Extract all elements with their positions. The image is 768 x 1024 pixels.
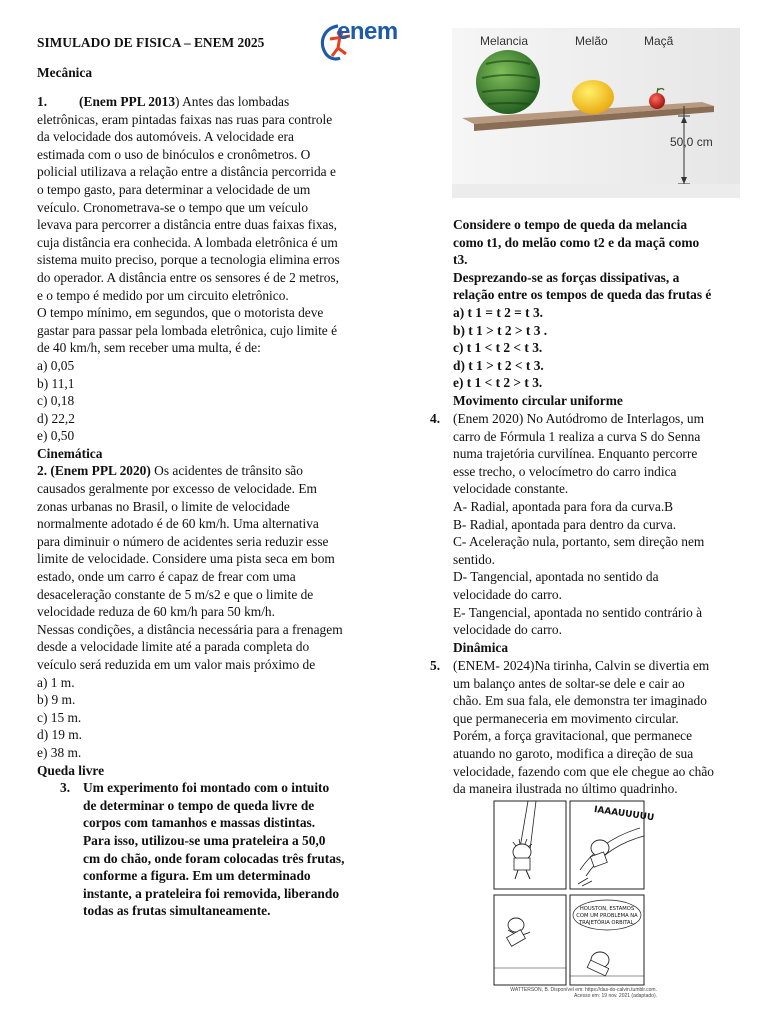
q1-option-b: b) 11,1 — [37, 375, 75, 391]
q1-line: ) Antes das lombadas — [175, 94, 290, 109]
q4-option-c: C- Aceleração nula, portanto, sem direção nem — [453, 534, 705, 550]
q4-option-e: E- Tangencial, apontada no sentido contrário à — [453, 604, 703, 620]
q3-option-e: e) t 1 < t 2 > t 3. — [453, 375, 543, 391]
q3-line: conforme a figura. Em um determinado — [83, 868, 311, 884]
q5-number: 5. — [430, 658, 441, 673]
label-maca: Maçã — [644, 34, 674, 48]
question-3 — [37, 779, 363, 920]
section-dinamica: Dinâmica — [453, 639, 509, 655]
q4-option-b: B- Radial, apontada para dentro da curva. — [453, 516, 677, 532]
q3-option-c: c) t 1 < t 2 < t 3. — [453, 340, 543, 356]
q1-option-a: a) 0,05 — [37, 357, 75, 373]
q2-line: para diminuir o número de acidentes seria reduzir esse — [37, 533, 329, 549]
q1-option-c: c) 0,18 — [37, 393, 75, 409]
q5-line: que permaneceria em movimento circular. — [453, 710, 679, 726]
section-mcu: Movimento circular uniforme — [453, 392, 623, 408]
section-queda-livre: Queda livre — [37, 762, 105, 778]
q5-line: atuando no garoto, modifica a direção de sua — [453, 745, 694, 761]
label-melancia: Melancia — [480, 34, 529, 48]
q5-line: chão. Em sua fala, ele demonstra ter imaginado — [453, 693, 707, 709]
q1-line: e o tempo é medido por um circuito eletrônico. — [37, 287, 289, 303]
q3-line: Para isso, utilizou-se uma prateleira a 50,0 — [83, 832, 326, 848]
q2-option-e: e) 38 m. — [37, 744, 82, 760]
q4-option-d-cont: velocidade do carro. — [453, 586, 562, 602]
comic-balloon-line: TRAJETÓRIA ORBITAL. — [578, 920, 636, 926]
q1-line: gastar para passar pela lombada eletrônica, cujo limite é — [37, 322, 338, 338]
q4-option-e-cont: velocidade do carro. — [453, 622, 562, 638]
q5-line: um balanço antes de soltar-se dele e cair ao — [453, 675, 685, 691]
height-label: 50,0 cm — [670, 135, 713, 149]
q1-line: veículo. Cronometrava-se o tempo que um veículo — [37, 199, 309, 215]
q2-option-d: d) 19 m. — [37, 727, 83, 743]
q4-option-a: A- Radial, apontada para fora da curva.B — [453, 498, 674, 514]
question-1 — [37, 93, 363, 920]
q2-line: veículo será reduzida em um valor mais próximo de — [37, 657, 316, 672]
q5-line: velocidade, fazendo com que ele chegue ao chão — [453, 763, 714, 779]
q3-option-b: b) t 1 > t 2 > t 3 . — [453, 322, 548, 338]
question-4 — [430, 410, 736, 656]
q4-number: 4. — [430, 411, 441, 426]
q3-cont-line: Considere o tempo de queda da melancia — [453, 217, 688, 232]
q3-cont-line: relação entre os tempos de queda das frutas é — [453, 287, 712, 303]
comic-balloon-line: HOUSTON, ESTAMOS — [579, 906, 635, 912]
comic-balloon-line: COM UM PROBLEMA NA — [576, 913, 638, 919]
q2-line: zonas urbanas no Brasil, o limite de velocidade — [37, 498, 290, 514]
q4-line: numa trajetória curvilínea. Enquanto percorre — [453, 446, 698, 462]
comic-credit — [497, 987, 657, 999]
q3-option-d: d) t 1 > t 2 < t 3. — [453, 357, 544, 373]
q3-continuation — [453, 216, 743, 410]
q5-line: da maneira ilustrada no último quadrinho. — [453, 781, 678, 797]
comic-credit-line: WATTERSON, B. Disponível em: https://das-do-calvin.tumblr.com. — [510, 987, 657, 993]
q3-line: cm do chão, onde foram colocadas três frutas, — [83, 850, 345, 866]
section-mecanica: Mecânica — [37, 65, 93, 80]
comic-scream: IAAAUUUUU — [593, 804, 655, 824]
q1-line: sistema muito preciso, porque a tecnologia elimina erros — [37, 252, 340, 268]
q3-number: 3. — [60, 780, 71, 796]
q3-cont-line: como t1, do melão como t2 e da maçã como — [453, 234, 700, 250]
q1-line: o tempo gasto, para determinar a velocidade de um — [37, 181, 311, 197]
q2-line: estado, onde um carro é capaz de frear com uma — [37, 569, 296, 585]
q2-line: causados geralmente por excesso de velocidade. Em — [37, 481, 317, 497]
question-5 — [430, 657, 736, 798]
q2-head: 2. (Enem PPL 2020) — [37, 463, 151, 479]
q1-line: eletrônicas, eram pintadas faixas nas ruas para controle — [37, 111, 333, 127]
q2-options — [37, 674, 363, 762]
section-cinematica: Cinemática — [37, 445, 103, 461]
q4-line: velocidade constante. — [453, 481, 569, 497]
q1-options — [37, 357, 363, 445]
q2-option-a: a) 1 m. — [37, 674, 75, 690]
q1-line: estimada com o uso de binóculos e cronômetros. O — [37, 146, 311, 162]
comic-panel-3 — [494, 895, 566, 985]
q4-line: esse trecho, o velocímetro do carro indica — [453, 463, 677, 479]
q3-line: Um experimento foi montado com o intuito — [83, 780, 330, 796]
q3-cont-line: t3. — [453, 252, 468, 268]
q3-cont-line: Desprezando-se as forças dissipativas, a — [453, 269, 680, 285]
q2-line: limite de velocidade. Considere uma pista seca em bom — [37, 551, 335, 567]
q1-number: 1. — [37, 94, 48, 109]
q1-line: do operador. A distância entre os sensores é de 2 metros, — [37, 269, 339, 285]
q1-source: (Enem PPL 2013 — [79, 94, 176, 109]
q1-line: levava para percorrer a distância entre duas faixas fixas, — [37, 217, 338, 233]
q4-line: carro de Fórmula 1 realiza a curva S do Senna — [453, 428, 701, 444]
q1-option-d: d) 22,2 — [37, 410, 75, 426]
q1-line: da velocidade dos automóveis. A velocidade era — [37, 129, 294, 145]
q2-line: desde a velocidade limite até a parada completa do — [37, 639, 310, 655]
q2-line: normalmente adotado é de 60 km/h. Uma alternativa — [37, 516, 319, 532]
q1-line: cuja distância era conhecida. A lombada eletrônica é um — [37, 234, 338, 250]
q1-option-e: e) 0,50 — [37, 428, 75, 444]
q3-option-a: a) t 1 = t 2 = t 3. — [453, 304, 544, 320]
enem-logo-text: enem — [337, 18, 398, 45]
q4-option-d: D- Tangencial, apontada no sentido da — [453, 569, 659, 585]
comic-credit-line: Acesso em: 19 nov. 2021 (adaptado). — [573, 993, 657, 999]
q2-option-c: c) 15 m. — [37, 709, 82, 725]
calvin-comic — [490, 800, 655, 1002]
q1-line: O tempo mínimo, em segundos, que o motorista deve — [37, 305, 324, 321]
q5-line: Porém, a força gravitacional, que permanece — [453, 728, 693, 744]
q2-line: desaceleração constante de 5 m/s2 e que o limite de — [37, 586, 314, 602]
q4-option-c-cont: sentido. — [453, 551, 496, 567]
label-melao: Melão — [575, 34, 608, 48]
q1-line: policial utilizava a relação entre a distância percorrida e — [37, 164, 336, 180]
apple — [649, 93, 665, 109]
fruits-shelf-figure — [452, 28, 740, 198]
q3-line: todas as frutas simultaneamente. — [83, 903, 271, 919]
q3-line: corpos com tamanhos e massas distintas. — [83, 815, 316, 831]
q1-line: de 40 km/h, sem receber uma multa, é de: — [37, 340, 261, 356]
q2-option-b: b) 9 m. — [37, 692, 76, 708]
page-title: SIMULADO DE FISICA – ENEM 2025 — [37, 35, 265, 50]
q2-line: Os acidentes de trânsito são — [150, 463, 303, 479]
melon — [572, 80, 614, 114]
q4-line: (Enem 2020) No Autódromo de Interlagos, um — [453, 411, 705, 426]
q2-line: Nessas condições, a distância necessária para a frenagem — [37, 621, 343, 637]
q3-line: de determinar o tempo de queda livre de — [83, 797, 315, 813]
watermelon — [476, 50, 540, 114]
q2-line: velocidade reduza de 60 km/h para 50 km/h. — [37, 604, 275, 620]
q3-line: instante, a prateleira foi removida, liberando — [83, 885, 340, 901]
q5-line: (ENEM- 2024)Na tirinha, Calvin se divertia em — [453, 658, 710, 673]
